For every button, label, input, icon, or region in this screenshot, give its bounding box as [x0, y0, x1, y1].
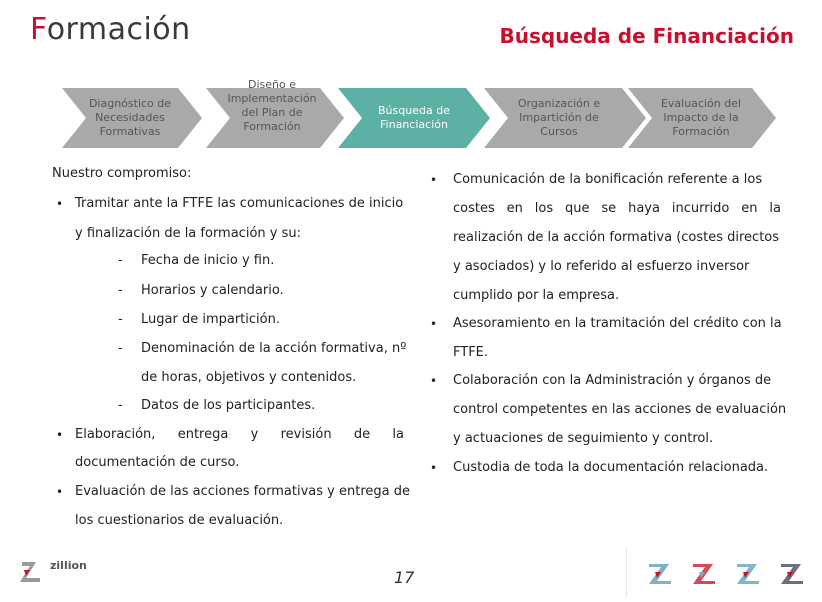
left-sub1: Fecha de inicio y fin.	[141, 253, 275, 268]
left-sub4-line1: Denominación de la acción formativa, nº	[141, 341, 407, 356]
bullet-dot: •	[56, 197, 64, 211]
right-r1-line1: Comunicación de la bonificación referente a los	[453, 172, 763, 187]
brand-icons	[626, 548, 822, 598]
right-r3-line3: y actuaciones de seguimiento y control.	[453, 431, 714, 446]
step-1-label: Diagnóstico de Necesidades Formativas	[88, 97, 172, 138]
company-logo	[0, 548, 118, 598]
section-subtitle: Búsqueda de Financiación	[499, 24, 794, 48]
sub-dash: -	[118, 398, 123, 413]
commitment-heading: Nuestro compromiso:	[52, 166, 192, 181]
right-r2-line1: Asesoramiento en la tramitación del crédito con la	[453, 316, 782, 331]
right-r3-line2: control competentes en las acciones de evaluación	[453, 402, 787, 417]
page-number: 17	[394, 568, 415, 587]
page-title-rest: ormación	[46, 12, 191, 47]
right-r2-line2: FTFE.	[453, 345, 489, 360]
brand-mark-blue-icon	[649, 564, 671, 584]
bullet-dot: •	[430, 317, 438, 331]
left-sub3: Lugar de impartición.	[141, 312, 280, 327]
bullet-dot: •	[430, 461, 438, 475]
sub-dash: -	[118, 312, 123, 327]
left-b3-line2: los cuestionarios de evaluación.	[75, 513, 284, 528]
sub-dash: -	[118, 341, 123, 356]
right-r3-line1: Colaboración con la Administración y órganos de	[453, 373, 772, 388]
left-sub4-line2: de horas, objetivos y contenidos.	[141, 370, 357, 385]
right-r1-line3: realización de la acción formativa (costes directos	[453, 230, 780, 245]
logo-text: zillion	[50, 559, 87, 572]
bullet-dot: •	[430, 173, 438, 187]
step-3-label: Búsqueda de Financiación	[378, 104, 450, 131]
step-5-label: Evaluación del Impacto de la Formación	[660, 97, 742, 138]
step-4-label: Organización e Impartición de Cursos	[517, 97, 601, 138]
left-b1-line1: Tramitar ante la FTFE las comunicaciones de inicio	[75, 196, 404, 211]
left-b2-line2: documentación de curso.	[75, 455, 240, 470]
sub-dash: -	[118, 283, 123, 298]
brand-mark-red-icon	[693, 564, 715, 584]
right-r1-line4: y asociados) y lo referido al esfuerzo inversor	[453, 259, 750, 274]
bullet-dot: •	[56, 428, 64, 442]
right-r4-line1: Custodia de toda la documentación relacionada.	[453, 460, 769, 475]
brand-mark-teal-icon	[737, 564, 759, 584]
left-sub5: Datos de los participantes.	[141, 398, 316, 413]
step-2-label: Diseño e Implementación del Plan de Formación	[227, 78, 317, 133]
bullet-dot: •	[430, 374, 438, 388]
right-r1-line5: cumplido por la empresa.	[453, 288, 620, 303]
bullet-dot: •	[56, 485, 64, 499]
page-title-initial: F	[30, 12, 47, 47]
left-sub2: Horarios y calendario.	[141, 283, 284, 298]
left-b3-line1: Evaluación de las acciones formativas y entrega de	[75, 484, 410, 499]
sub-dash: -	[118, 253, 123, 268]
right-r1-line2: costes en los que se haya incurrido en la	[453, 201, 781, 216]
left-b1-line2: y finalización de la formación y su:	[75, 226, 301, 241]
brand-mark-grey-icon	[781, 564, 803, 584]
left-b2-line1: Elaboración, entrega y revisión de la	[75, 427, 404, 442]
zillion-logo-icon	[0, 548, 118, 598]
